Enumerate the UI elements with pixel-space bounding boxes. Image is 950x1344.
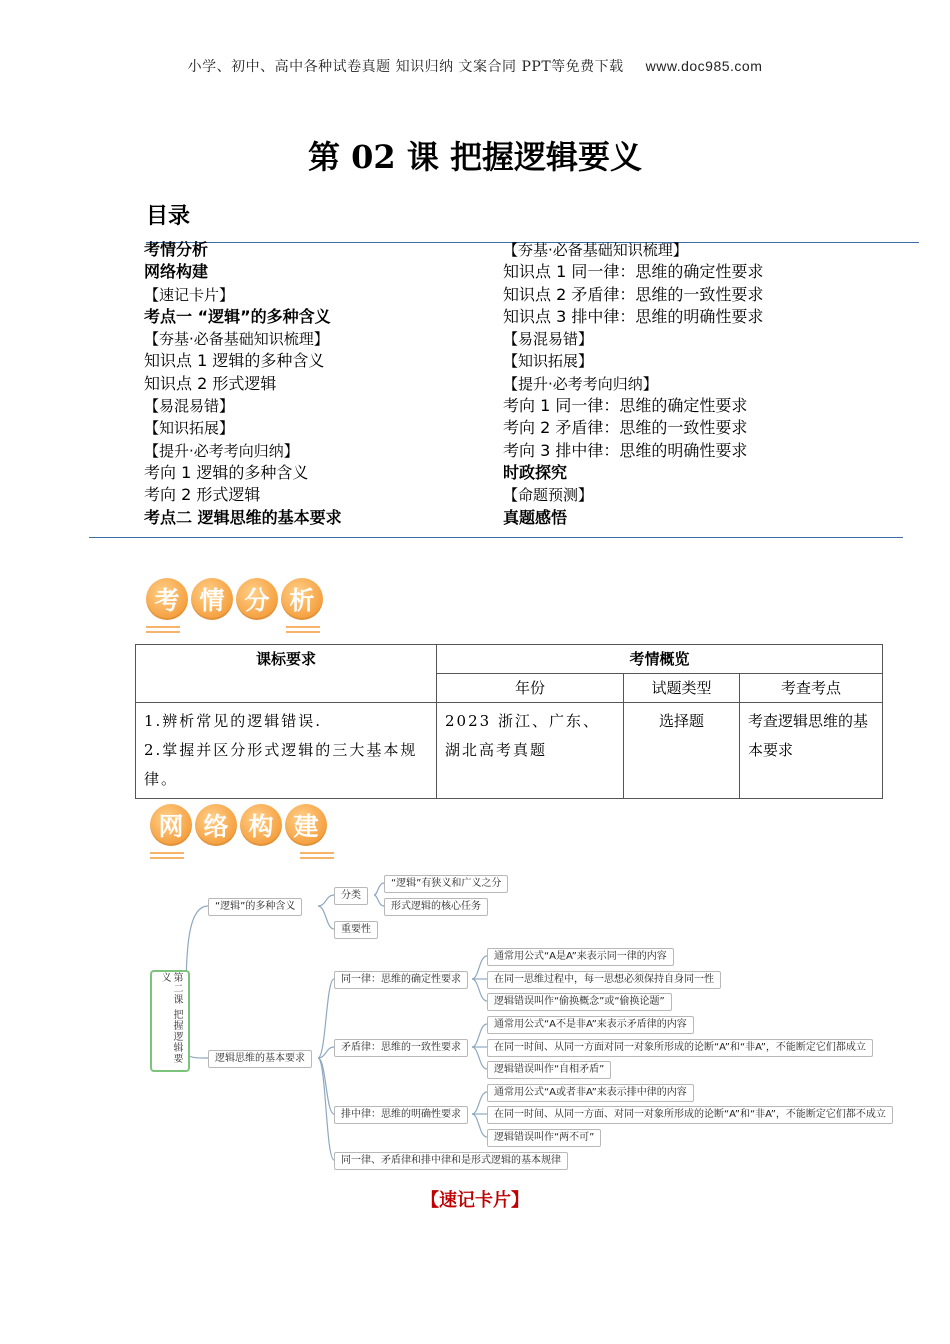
badge-char: 构 (240, 804, 282, 846)
td-exam-point: 考查逻辑思维的基本要求 (740, 703, 883, 799)
toc-item[interactable]: 考点一 “逻辑”的多种含义 (144, 306, 331, 326)
mm-node-importance: 重要性 (334, 921, 378, 939)
toc-item[interactable]: 知识点 1 同一律：思维的确定性要求 (503, 262, 764, 282)
badge-char: 建 (285, 804, 327, 846)
toc-item[interactable]: 知识点 3 排中律：思维的明确性要求 (503, 306, 764, 326)
requirement-item: 2.掌握并区分形式逻辑的三大基本规律。 (144, 741, 418, 788)
badge-char: 网 (150, 804, 192, 846)
mm-leaf: 形式逻辑的核心任务 (384, 898, 488, 916)
mm-branch-logic-meanings: “逻辑”的多种含义 (208, 898, 302, 916)
mm-leaf: 通常用公式“A是A”来表示同一律的内容 (487, 948, 674, 966)
mm-node-classification: 分类 (334, 887, 368, 905)
toc-item[interactable]: 网络构建 (144, 262, 209, 282)
requirement-item: 1.辨析常见的逻辑错误. (144, 712, 323, 730)
mm-node-excluded-middle-law: 排中律：思维的明确性要求 (334, 1106, 468, 1124)
mindmap-root (150, 970, 190, 1072)
mm-node-contradiction-law: 矛盾律：思维的一致性要求 (334, 1039, 468, 1057)
badge-char: 络 (195, 804, 237, 846)
mm-leaf: 逻辑错误叫作“偷换概念”或“偷换论题” (487, 993, 672, 1011)
th-exam-point: 考查考点 (740, 674, 883, 703)
toc-item[interactable]: 【夯基·必备基础知识梳理】 (503, 241, 688, 259)
th-overview: 考情概览 (437, 645, 883, 674)
th-requirements: 课标要求 (136, 645, 437, 703)
toc-item[interactable]: 【提升·必考考向归纳】 (503, 374, 658, 393)
toc-item[interactable]: 考向 1 逻辑的多种含义 (144, 462, 309, 482)
toc-item[interactable]: 知识点 2 矛盾律：思维的一致性要求 (503, 284, 764, 304)
td-year: 2023 浙江、广东、湖北高考真题 (437, 703, 624, 799)
badge-char: 分 (236, 578, 278, 620)
toc-item[interactable]: 【夯基·必备基础知识梳理】 (144, 330, 329, 349)
header-site-link[interactable]: www.doc985.com (645, 58, 763, 74)
toc-item[interactable]: 【易混易错】 (503, 330, 594, 349)
page-title: 第 02 课 把握逻辑要义 (308, 138, 642, 176)
th-question-type: 试题类型 (624, 674, 740, 703)
mm-leaf: 在同一思维过程中，每一思想必须保持自身同一性 (487, 971, 721, 989)
toc-item[interactable]: 知识点 2 形式逻辑 (144, 373, 277, 393)
toc-item[interactable]: 【速记卡片】 (144, 285, 235, 304)
mm-node-identity-law: 同一律：思维的确定性要求 (334, 971, 468, 989)
badge-char: 考 (146, 578, 188, 620)
toc-item[interactable]: 时政探究 (503, 462, 568, 482)
toc-item[interactable]: 【知识拓展】 (503, 352, 594, 371)
toc-heading: 目录 (146, 204, 191, 229)
toc-item[interactable]: 考向 2 形式逻辑 (144, 485, 261, 505)
mm-branch-basic-requirements: 逻辑思维的基本要求 (208, 1050, 312, 1068)
mm-leaf: 在同一时间、从同一方面对同一对象所形成的论断“A”和“非A”，不能断定它们都成立 (487, 1039, 873, 1057)
mm-leaf: 逻辑错误叫作“自相矛盾” (487, 1061, 611, 1079)
badge-char: 析 (281, 578, 323, 620)
td-question-type: 选择题 (624, 703, 740, 799)
mindmap-root-label: 第二课 把握逻辑要义 (159, 972, 182, 1065)
th-year: 年份 (437, 674, 624, 703)
mm-leaf: 通常用公式“A或者非A”来表示排中律的内容 (487, 1084, 694, 1102)
toc-item[interactable]: 【易混易错】 (144, 397, 235, 416)
header-text: 小学、初中、高中各种试卷真题 知识归纳 文案合同 PPT等免费下载 (187, 59, 624, 75)
toc-item[interactable]: 考向 1 同一律：思维的确定性要求 (503, 396, 748, 416)
toc-item[interactable]: 【命题预测】 (503, 486, 594, 505)
toc-item[interactable]: 真题感悟 (503, 507, 568, 527)
mm-leaf: 逻辑错误叫作“两不可” (487, 1129, 601, 1147)
toc-item[interactable]: 【提升·必考考向归纳】 (144, 441, 299, 460)
mm-node-basic-laws: 同一律、矛盾律和排中律和是形式逻辑的基本规律 (334, 1152, 568, 1170)
toc-item[interactable]: 考情分析 (144, 240, 209, 259)
mm-leaf: “逻辑”有狭义和广义之分 (384, 875, 508, 893)
mm-leaf: 在同一时间、从同一方面、对同一对象所形成的论断“A”和“非A”，不能断定它们都不成立 (487, 1106, 893, 1124)
toc-item[interactable]: 【知识拓展】 (144, 419, 235, 438)
toc-item[interactable]: 考点二 逻辑思维的基本要求 (144, 507, 342, 527)
toc-item[interactable]: 考向 2 矛盾律：思维的一致性要求 (503, 418, 748, 438)
toc-item[interactable]: 知识点 1 逻辑的多种含义 (144, 351, 325, 371)
badge-char: 情 (191, 578, 233, 620)
mm-leaf: 通常用公式“A不是非A”来表示矛盾律的内容 (487, 1016, 694, 1034)
toc-item[interactable]: 考向 3 排中律：思维的明确性要求 (503, 440, 748, 460)
quick-card-heading: 【速记卡片】 (421, 1190, 529, 1211)
